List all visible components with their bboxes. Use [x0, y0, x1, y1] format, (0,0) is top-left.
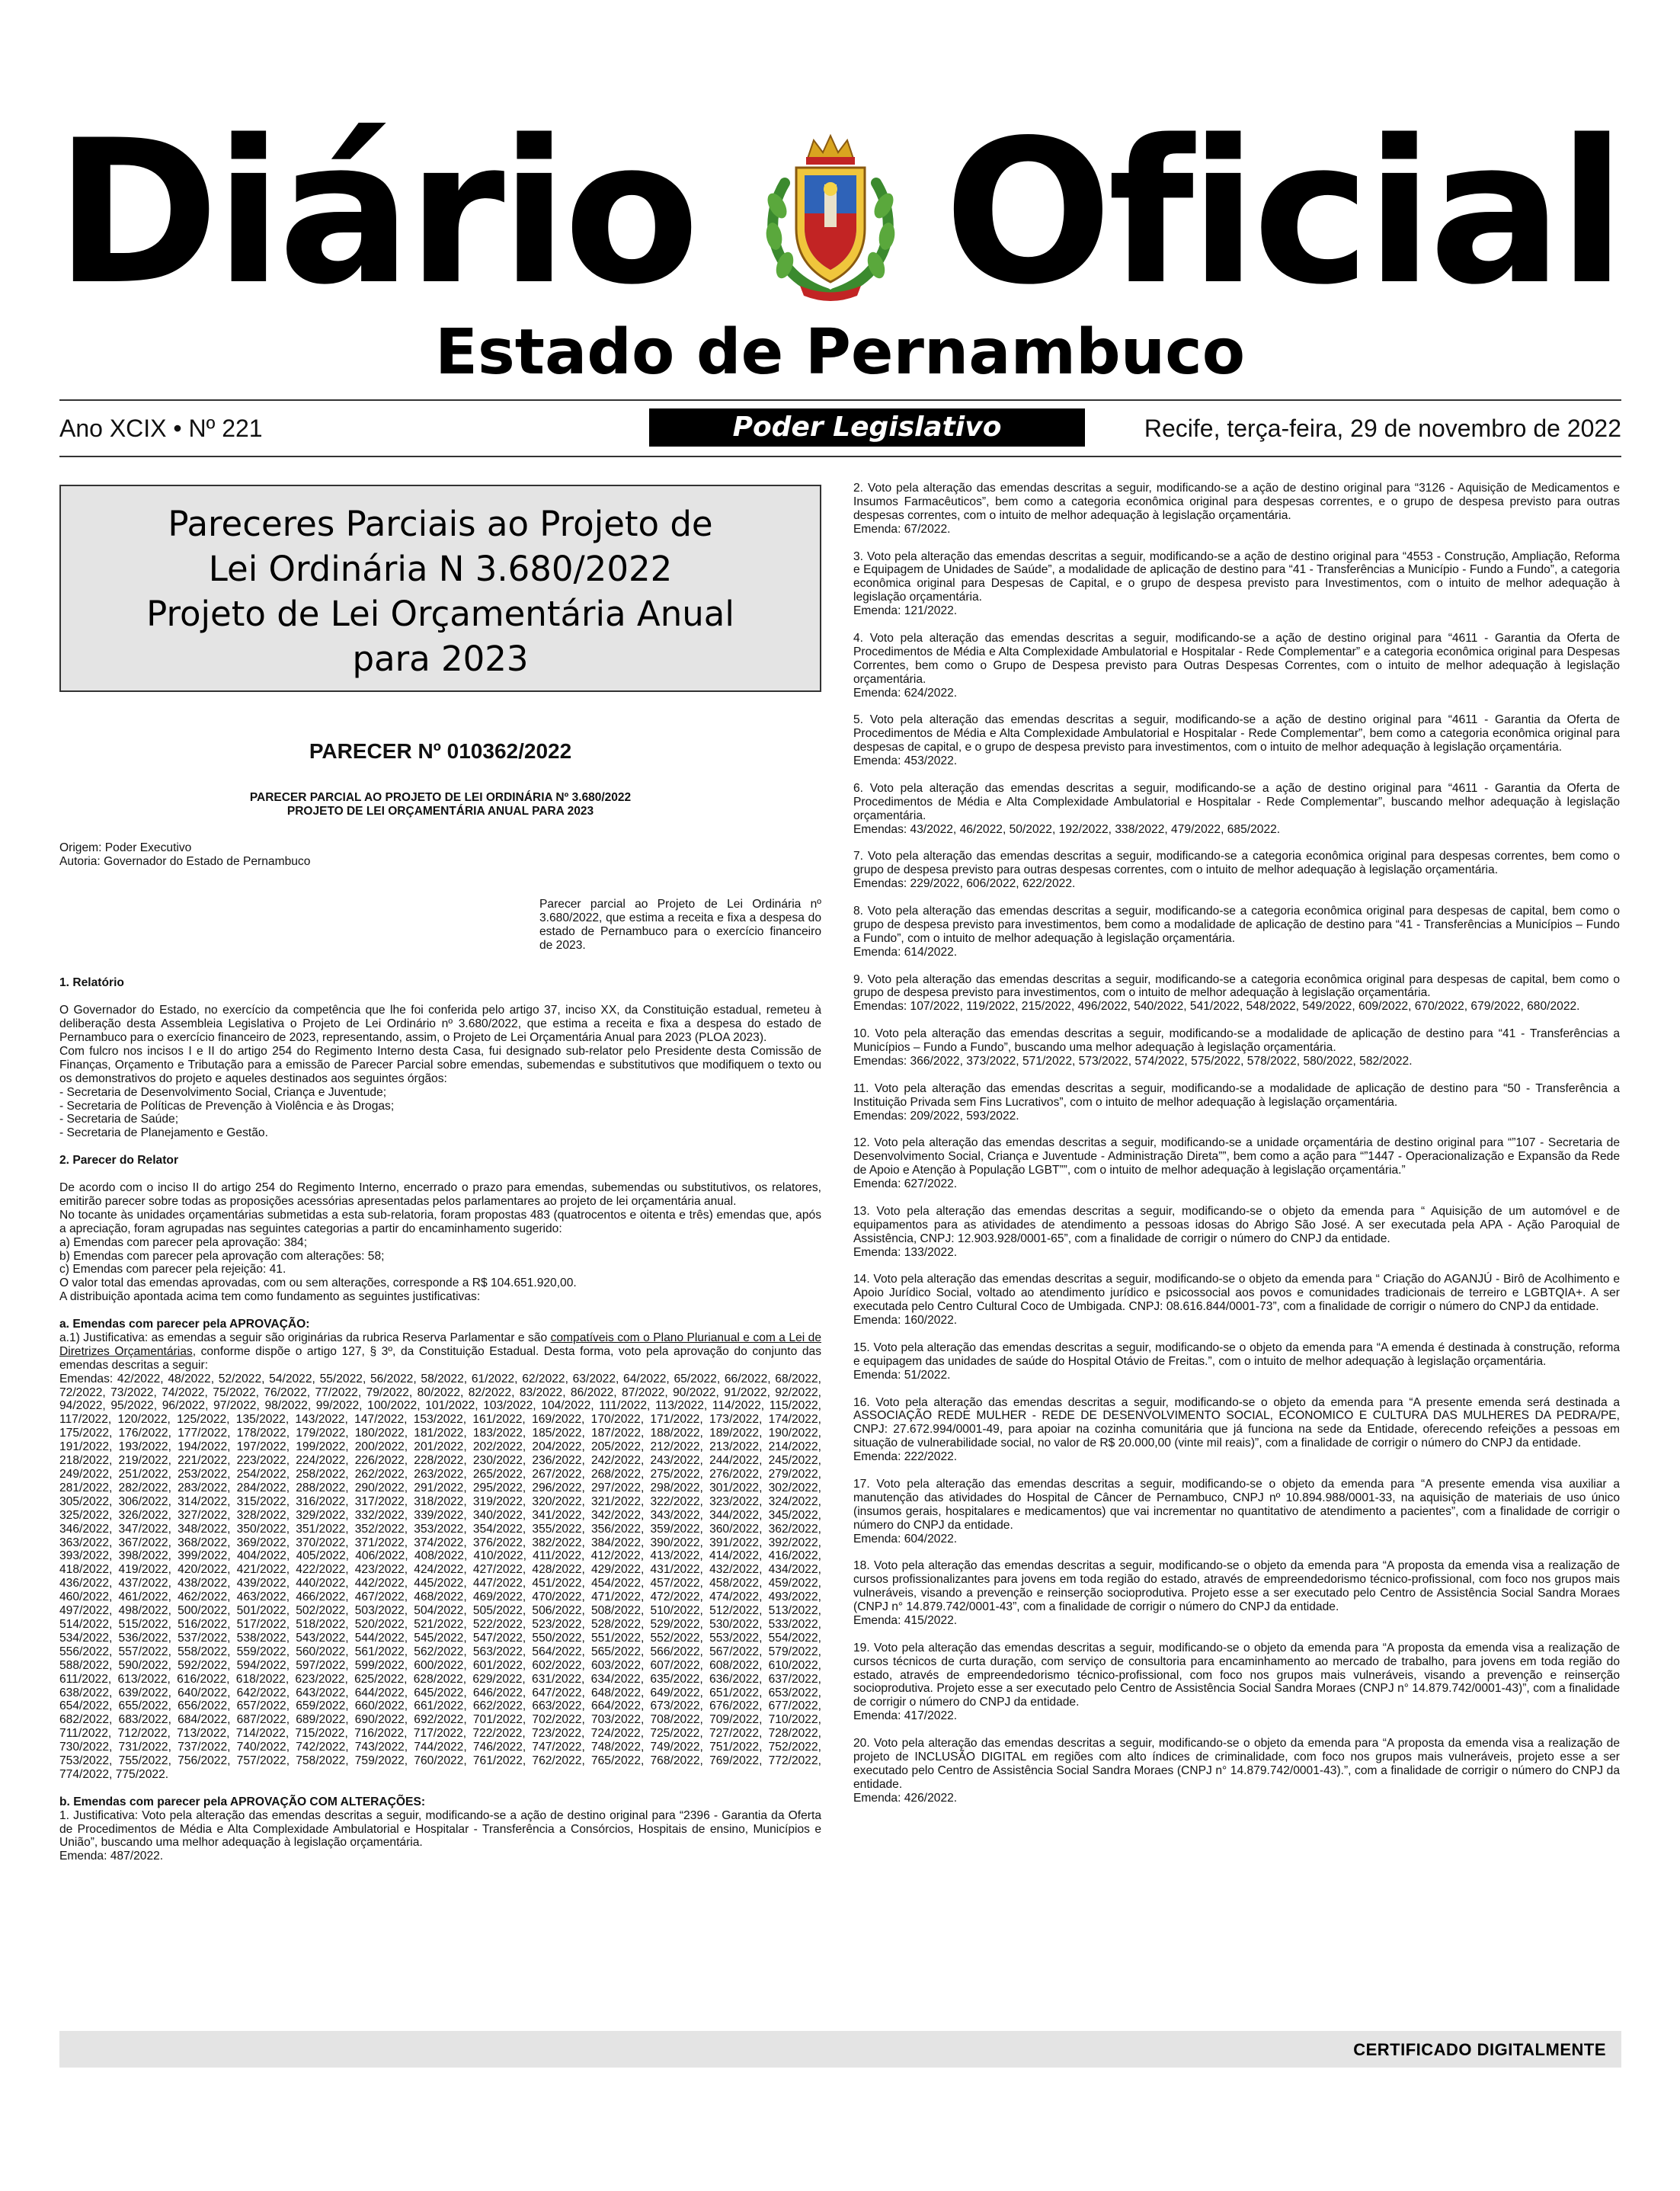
alteracao-voto-text: 9. Voto pela alteração das emendas descritas a seguir, modificando-se a categoria econômica original para despesas de capital, bem como o grupo de despesa previsto para investimentos, com o intuito de melhor adequação à legislação orçamentária.: [853, 972, 1620, 1000]
pernambuco-coat-of-arms-icon: [754, 130, 907, 305]
alteracao-emenda-ref: Emenda: 121/2022.: [853, 604, 958, 618]
title-line: para 2023: [352, 639, 529, 679]
alteracao-item: [853, 482, 1620, 537]
alteracao-item: [853, 1642, 1620, 1723]
alteracao-voto-text: 10. Voto pela alteração das emendas descritas a seguir, modificando-se a modalidade de aplicação de destino para “41 - Transferências a Municípios – Fundo a Fundo”, buscando uma melhor adequação à legislação orçamentária.: [853, 1027, 1620, 1055]
right-column: [853, 482, 1620, 1805]
title-line: Projeto de Lei Orçamentária Anual: [146, 594, 734, 634]
footer-bar: [59, 2031, 1621, 2068]
masthead-subtitle: Estado de Pernambuco: [434, 316, 1246, 389]
alteracao-emenda-ref: Emendas: 229/2022, 606/2022, 622/2022.: [853, 877, 1076, 891]
alteracao-voto-text: 18. Voto pela alteração das emendas descritas a seguir, modificando-se o objeto da emenda para “A proposta da emenda visa a realização de cursos profissionalizantes para jovens em toda região do estado, através de empreendedorismo técnico-profissional, com foco nos grupos mais vulneráveis, visando a prevenção e reinserção socioprodutiva. Projeto esse a ser executado pelo Centro de Assistência Social Sandra Moraes (CNPJ n° 14.879.742/0001-43”, com a finalidade de corrigir o número do CNPJ da entidade.: [853, 1559, 1620, 1614]
parecer-paragraph: O valor total das emendas aprovadas, com ou sem alterações, corresponde a R$ 104.651.920,00.: [59, 1276, 577, 1290]
parecer-relator-body: [59, 1181, 821, 1304]
parecer-subheading: [59, 791, 821, 818]
relatorio-list-item: - Secretaria de Planejamento e Gestão.: [59, 1126, 268, 1140]
left-column: [59, 485, 821, 1863]
parecer-list-item: b) Emendas com parecer pela aprovação com alterações: 58;: [59, 1249, 385, 1263]
document-title-box: [59, 485, 821, 692]
relatorio-paragraph: O Governador do Estado, no exercício da competência que lhe foi conferida pelo artigo 37, inciso XX, da Constituição estadual, remeteu à deliberação desta Assembleia Legislativa o Projeto de Lei Ordinário nº 3.680/2022, que estima a receita e fixa a despesa do estado de Pernambuco para o exercício financeiro de 2023, representando, assim, o Projeto de Lei Orçamentária Anual para 2023 (PLOA 2023).: [59, 1004, 821, 1045]
alteracao-item: [853, 1205, 1620, 1260]
section-heading-relatorio: 1. Relatório: [59, 976, 124, 990]
alteracao-emenda-ref: Emenda: 417/2022.: [853, 1709, 958, 1723]
alteracao-item: [853, 1136, 1620, 1191]
alteracao-item: [853, 1027, 1620, 1068]
alteracao-voto-text: 13. Voto pela alteração das emendas descritas a seguir, modificando-se o objeto da emenda para “ Aquisição de um automóvel e de equipamentos para as atividades de atendimento a pessoas idosas do Abrigo São José. A ser executada pela APA - Ação Paroquial de Assistência, CNPJ: 12.903.928/0001-65”, com a finalidade de corrigir o número do CNPJ da entidade.: [853, 1204, 1620, 1245]
alteracao-item-1: 1. Justificativa: Voto pela alteração das emendas descritas a seguir, modificando-se a ação de destino original para “2396 - Garantia da Oferta de Procedimentos de Média e Alta Complexidade Ambulatorial e Hospitalar - Transferência a Consórcios, Hospitais de ensino, Municípios e União”, buscando uma melhor adequação à legislação orçamentária.: [59, 1808, 821, 1850]
alteracao-item: [853, 632, 1620, 700]
alteracao-emenda-ref: Emendas: 366/2022, 373/2022, 571/2022, 573/2022, 574/2022, 575/2022, 578/2022, 580/2022, 582/2022.: [853, 1054, 1413, 1068]
parecer-paragraph: A distribuição apontada acima tem como fundamento as seguintes justificativas:: [59, 1290, 481, 1304]
alteracao-item: [853, 713, 1620, 768]
subheading-line: PROJETO DE LEI ORÇAMENTÁRIA ANUAL PARA 2023: [286, 805, 594, 818]
alteracao-emenda-ref: Emenda: 627/2022.: [853, 1177, 958, 1191]
justificativa-text: a.1) Justificativa: as emendas a seguir são originárias da rubrica Reserva Parlamentar e são: [59, 1331, 551, 1344]
origem-text: Origem: Poder Executivo: [59, 841, 192, 854]
aprovacao-emendas-list: Emendas: 42/2022, 48/2022, 52/2022, 54/2022, 55/2022, 56/2022, 58/2022, 61/2022, 62/2022, 63/2022, 64/2022, 65/2022, 66/2022, 68/2022, 72/2022, 73/2022, 74/2022, 75/2022, 76/2022, 77/2022, 79/2022, 80/2022, 82/2022, 83/2022, 86/2022, 87/2022, 90/2022, 91/2022, 92/2022, 94/2022, 95/2022, 96/2022, 97/2022, 98/2022, 99/2022, 100/2022, 101/2022, 103/2022, 104/2022, 111/2022, 113/2022, 114/2022, 115/2022, 117/2022, 120/2022, 125/2022, 135/2022, 143/2022, 147/2022, 153/2022, 161/2022, 169/2022, 170/2022, 171/2022, 173/2022, 174/2022, 175/2022, 176/2022, 177/2022, 178/2022, 179/2022, 180/2022, 181/2022, 183/2022, 185/2022, 187/2022, 188/2022, 189/2022, 190/2022, 191/2022, 193/2022, 194/2022, 197/2022, 199/2022, 200/2022, 201/2022, 202/2022, 204/2022, 205/2022, 212/2022, 213/2022, 214/2022, 218/2022, 219/2022, 221/2022, 223/2022, 224/2022, 226/2022, 228/2022, 230/2022, 236/2022, 242/2022, 243/2022, 244/2022, 245/2022, 249/2022, 251/2022, 253/2022, 254/2022, 258/2022, 262/2022, 263/2022, 265/2022, 267/2022, 268/2022, 275/2022, 276/2022, 279/2022, 281/2022, 282/2022, 283/2022, 284/2022, 288/2022, 290/2022, 291/2022, 295/2022, 296/2022, 297/2022, 298/2022, 301/2022, 302/2022, 305/2022, 306/2022, 314/2022, 315/2022, 316/2022, 317/2022, 318/2022, 319/2022, 320/2022, 321/2022, 322/2022, 323/2022, 324/2022, 325/2022, 326/2022, 327/2022, 328/2022, 329/2022, 332/2022, 339/2022, 340/2022, 341/2022, 342/2022, 343/2022, 344/2022, 345/2022, 346/2022, 347/2022, 348/2022, 350/2022, 351/2022, 352/2022, 353/2022, 354/2022, 355/2022, 356/2022, 359/2022, 360/2022, 362/2022, 363/2022, 367/2022, 368/2022, 369/2022, 370/2022, 371/2022, 374/2022, 376/2022, 382/2022, 384/2022, 390/2022, 391/2022, 392/2022, 393/2022, 398/2022, 399/2022, 404/2022, 405/2022, 406/2022, 408/2022, 410/2022, 411/2022, 412/2022, 413/2022, 414/2022, 416/2022, 418/2022, 419/2022, 420/2022, 421/2022, 422/2022, 423/2022, 424/2022, 427/2022, 428/2022, 429/2022, 431/2022, 432/2022, 434/2022, 436/2022, 437/2022, 438/2022, 439/2022, 440/2022, 442/2022, 445/2022, 447/2022, 451/2022, 454/2022, 457/2022, 458/2022, 459/2022, 460/2022, 461/2022, 462/2022, 463/2022, 466/2022, 467/2022, 468/2022, 469/2022, 470/2022, 471/2022, 472/2022, 474/2022, 493/2022, 497/2022, 498/2022, 500/2022, 501/2022, 502/2022, 503/2022, 504/2022, 505/2022, 506/2022, 508/2022, 510/2022, 512/2022, 513/2022, 514/2022, 515/2022, 516/2022, 517/2022, 518/2022, 520/2022, 521/2022, 522/2022, 523/2022, 528/2022, 529/2022, 530/2022, 533/2022, 534/2022, 536/2022, 537/2022, 538/2022, 543/2022, 544/2022, 545/2022, 547/2022, 550/2022, 551/2022, 552/2022, 553/2022, 554/2022, 556/2022, 557/2022, 558/2022, 559/2022, 560/2022, 561/2022, 562/2022, 563/2022, 564/2022, 565/2022, 566/2022, 567/2022, 579/2022, 588/2022, 590/2022, 592/2022, 594/2022, 597/2022, 599/2022, 600/2022, 601/2022, 602/2022, 603/2022, 607/2022, 608/2022, 610/2022, 611/2022, 613/2022, 616/2022, 618/2022, 623/2022, 625/2022, 628/2022, 629/2022, 631/2022, 634/2022, 635/2022, 636/2022, 637/2022, 638/2022, 639/2022, 640/2022, 642/2022, 643/2022, 644/2022, 645/2022, 646/2022, 647/2022, 648/2022, 649/2022, 651/2022, 653/2022, 654/2022, 655/2022, 656/2022, 657/2022, 659/2022, 660/2022, 661/2022, 662/2022, 663/2022, 664/2022, 673/2022, 676/2022, 677/2022, 682/2022, 683/2022, 684/2022, 687/2022, 689/2022, 690/2022, 692/2022, 701/2022, 702/2022, 703/2022, 708/2022, 709/2022, 710/2022, 711/2022, 712/2022, 713/2022, 714/2022, 715/2022, 716/2022, 717/2022, 722/2022, 723/2022, 724/2022, 725/2022, 727/2022, 728/2022, 730/2022, 731/2022, 737/2022, 740/2022, 742/2022, 743/2022, 744/2022, 746/2022, 747/2022, 748/2022, 749/2022, 751/2022, 752/2022, 753/2022, 755/2022, 756/2022, 757/2022, 758/2022, 759/2022, 760/2022, 761/2022, 762/2022, 765/2022, 768/2022, 769/2022, 772/2022, 774/2022, 775/2022.: [59, 1372, 821, 1781]
justificativa-text: , conforme dispõe o artigo 127, § 3º, da Constituição Estadual. Desta forma, voto pela aprovação do conjunto das emendas descritas a seguir:: [59, 1344, 822, 1372]
parecer-list-item: c) Emendas com parecer pela rejeição: 41.: [59, 1263, 286, 1276]
alteracao-emenda-ref: Emenda: 453/2022.: [853, 754, 958, 768]
alteracao-voto-text: 7. Voto pela alteração das emendas descritas a seguir, modificando-se a categoria econômica original para despesas correntes, bem como o grupo de despesa previsto para outras despesas correntes, com o intuito de melhor adequação à legislação orçamentária.: [853, 850, 1620, 877]
alteracao-voto-text: 8. Voto pela alteração das emendas descritas a seguir, modificando-se a categoria econômica original para despesas de capital, bem como o grupo de despesa previsto para investimentos, bem como a modalidade de aplicação de destino para “41 - Transferências a Municípios – Fundo a Fundo”, com o intuito de melhor adequação à legislação orçamentária.: [853, 905, 1620, 945]
alteracao-voto-text: 3. Voto pela alteração das emendas descritas a seguir, modificando-se a ação de destino original para “4553 - Construção, Ampliação, Reforma e Equipagem de Unidades de Saúde”, a modalidade de aplicação de destino para “41 - Transferências a Município - Fundo a Fundo”, a categoria econômica original para Despesas de Capital, e o grupo de despesa previsto para Investimentos, com o intuito de melhor adequação à legislação orçamentária.: [853, 549, 1620, 604]
header-rule-top: [59, 399, 1621, 401]
parecer-paragraph: No tocante às unidades orçamentárias submetidas a esta sub-relatoria, foram propostas 483 (quatrocentos e oitenta e três) emendas que, após a apreciação, foram agrupadas nas seguintes categorias a partir do encaminhamento sugerido:: [59, 1208, 821, 1235]
alteracao-emenda-ref: Emenda: 51/2022.: [853, 1368, 951, 1382]
autoria-text: Autoria: Governador do Estado de Pernambuco: [59, 854, 311, 868]
justificativa-underlined: compatíveis com o Plano Plurianual e com a Lei de Diretrizes Orçamentárias: [59, 1331, 822, 1358]
alteracao-item: [853, 1737, 1620, 1805]
alteracao-voto-text: 15. Voto pela alteração das emendas descritas a seguir, modificando-se o objeto da emenda para “A emenda é destinada à construção, reforma e equipagem das unidades de saúde do Hospital Otávio de Freitas.”, com o intuito de melhor adequação à legislação orçamentária.: [853, 1341, 1620, 1368]
parecer-number: PARECER Nº 010362/2022: [309, 739, 572, 763]
alteracao-item: [853, 850, 1620, 891]
alteracao-voto-text: 5. Voto pela alteração das emendas descritas a seguir, modificando-se a ação de destino original para “4611 - Garantia da Oferta de Procedimentos de Média e Alta Complexidade Ambulatorial e Hospitalar - Rede Complementar”, bem como a categoria econômica original para despesas de capital, e o grupo de despesa previsto para investimentos, com o intuito de melhor adequação à legislação orçamentária.: [853, 713, 1620, 754]
masthead-word-oficial: Oficial: [943, 98, 1621, 328]
alteracao-item: [853, 973, 1620, 1014]
alteracao-emenda-ref: Emenda: 604/2022.: [853, 1532, 958, 1546]
alteracao-voto-text: 17. Voto pela alteração das emendas descritas a seguir, modificando-se o objeto da emenda para “A presente emenda visa auxiliar a manutenção das atividades do Hospital de Câncer de Pernambuco, CNPJ nº 10.894.988/0001-33, na aquisição de materiais de uso único (insumos gerais, hospitalares e medicamentos) que vai incrementar no quantitativo de atendimento a pacientes”, com a finalidade de corrigir o número do CNPJ da entidade.: [853, 1477, 1620, 1532]
alteracao-item: [853, 1478, 1620, 1546]
relatorio-list-item: - Secretaria de Desenvolvimento Social, Criança e Juventude;: [59, 1085, 387, 1099]
alteracao-voto-text: 4. Voto pela alteração das emendas descritas a seguir, modificando-se a ação de destino original para “4611 - Garantia da Oferta de Procedimentos de Média e Alta Complexidade Ambulatorial e Hospitalar - Rede Complementar” e a categoria econômica original para Despesas Correntes, bem como o Grupo de Despesa previsto para Outras Despesas Correntes, com o intuito de melhor adequação à legislação orçamentária.: [853, 631, 1620, 686]
alteracao-item-1-emenda: Emenda: 487/2022.: [59, 1850, 164, 1863]
relatorio-paragraph: Com fulcro nos incisos I e II do artigo 254 do Regimento Interno desta Casa, fui designado sub-relator pelo Presidente desta Comissão de Finanças, Orçamento e Tributação para a emissão de Parecer Parcial sobre emendas, subemendas e substitutivos que modifiquem o texto ou os demonstrativos do projeto e aqueles destinados aos seguintes órgãos:: [59, 1044, 821, 1085]
section-label: Poder Legislativo: [649, 408, 1085, 447]
masthead: [55, 98, 1621, 335]
alteracao-emenda-ref: Emendas: 107/2022, 119/2022, 215/2022, 496/2022, 540/2022, 541/2022, 548/2022, 549/2022, 609/2022, 670/2022, 679/2022, 680/2022.: [853, 1000, 1580, 1014]
ementa-text: Parecer parcial ao Projeto de Lei Ordinária nº 3.680/2022, que estima a receita e fixa a despesa do estado de Pernambuco para o exercício financeiro de 2023.: [539, 897, 821, 952]
alteracao-emenda-ref: Emenda: 614/2022.: [853, 945, 958, 959]
alteracao-voto-text: 12. Voto pela alteração das emendas descritas a seguir, modificando-se a unidade orçamentária de destino original para “”107 - Secretaria de Desenvolvimento Social, Criança e Juventude - Administração Direta””, bem como a ação para “”1447 - Operacionalização e Expansão da Rede de Apoio e Atenção à População LGBT””, com o intuito de melhor adequação à legislação orçamentária.”: [853, 1136, 1620, 1177]
alteracao-emenda-ref: Emenda: 133/2022.: [853, 1245, 958, 1259]
alteracao-voto-text: 2. Voto pela alteração das emendas descritas a seguir, modificando-se a ação de destino original para “3126 - Aquisição de Medicamentos e Insumos Farmacêuticos”, bem como a categoria econômica original para despesas correntes, e o grupo de despesa previsto para outras despesas correntes, com o intuito de melhor adequação à legislação orçamentária.: [853, 482, 1620, 522]
alteracao-item: [853, 1396, 1620, 1465]
subheading-line: PARECER PARCIAL AO PROJETO DE LEI ORDINÁRIA Nº 3.680/2022: [249, 791, 632, 804]
alteracao-voto-text: 20. Voto pela alteração das emendas descritas a seguir, modificando-se o objeto da emenda para “A proposta da emenda visa a realização de projeto de INCLUSÃO DIGITAL em regiões com alto índices de criminalidade, com foco nos grupos mais vulneráveis, projeto esse a ser executado pelo Centro de Assistência Social Sandra Moraes (CNPJ n° 14.879.742/0001-43).”, com a finalidade de corrigir o número do CNPJ da entidade.: [853, 1737, 1620, 1791]
parecer-paragraph: De acordo com o inciso II do artigo 254 do Regimento Interno, encerrado o prazo para emendas, subemendas ou substitutivos, os relatores, emitirão parecer sobre todas as proposições acessórias apresentadas pelos parlamentares ao projeto de lei orçamentária anual.: [59, 1180, 821, 1208]
header-rule-bottom: [59, 456, 1621, 457]
alteracao-item: [853, 1273, 1620, 1328]
aprovacao-justificativa: [59, 1331, 821, 1373]
relatorio-body: [59, 1004, 821, 1140]
origin-block: [59, 841, 821, 869]
alteracao-emenda-ref: Emenda: 415/2022.: [853, 1613, 958, 1627]
alteracao-emenda-ref: Emenda: 67/2022.: [853, 522, 951, 536]
edition-number: Ano XCIX • Nº 221: [59, 415, 263, 442]
masthead-word-diario: Diário: [55, 98, 696, 328]
alteracao-emenda-ref: Emenda: 624/2022.: [853, 686, 958, 700]
relatorio-list-item: - Secretaria de Políticas de Prevenção à Violência e às Drogas;: [59, 1099, 395, 1113]
alteracao-item: [853, 905, 1620, 959]
alteracao-voto-text: 14. Voto pela alteração das emendas descritas a seguir, modificando-se o objeto da emenda para “ Criação do AGANJÚ - Birô de Acolhimento e Apoio Jurídico Social, voltado ao atendimento jurídico e psicossocial aos povos e comunidades tradicionais de terreiro e LGBTQIA+. A ser executada pelo Centro Cultural Coco de Umbigada. CNPJ: 08.616.844/0001-73”, com a finalidade de corrigir o número do CNPJ da entidade.: [853, 1273, 1620, 1314]
alteracao-voto-text: 11. Voto pela alteração das emendas descritas a seguir, modificando-se a modalidade de aplicação de destino para “50 - Transferência a Instituição Privada sem Fins Lucrativos”, com o intuito de melhor adequação à legislação orçamentária.: [853, 1081, 1620, 1109]
section-heading-aprovacao: a. Emendas com parecer pela APROVAÇÃO:: [59, 1318, 310, 1331]
alteracao-item: [853, 1559, 1620, 1628]
section-heading-parecer-relator: 2. Parecer do Relator: [59, 1154, 179, 1168]
alteracao-item: [853, 1082, 1620, 1123]
title-line: Lei Ordinária N 3.680/2022: [208, 549, 673, 589]
section-heading-alteracoes: b. Emendas com parecer pela APROVAÇÃO COM ALTERAÇÕES:: [59, 1795, 426, 1808]
dateline: Recife, terça-feira, 29 de novembro de 2022: [1144, 415, 1621, 442]
alteracao-emenda-ref: Emendas: 209/2022, 593/2022.: [853, 1109, 1019, 1123]
parecer-list-item: a) Emendas com parecer pela aprovação: 384;: [59, 1235, 308, 1249]
alteracao-item: [853, 550, 1620, 619]
digital-certificate-label: CERTIFICADO DIGITALMENTE: [1353, 2040, 1606, 2059]
alteracao-voto-text: 16. Voto pela alteração das emendas descritas a seguir, modificando-se o objeto da emenda para “A presente emenda será destinada a ASSOCIAÇÃO REDE MULHER - REDE DE DESENVOLVIMENTO SOCIAL, ECONOMICO E CULTURA DAS MULHERES DA PEDRA/PE, CNPJ: 27.672.994/0001-49, para apoiar na cozinha comunitária que já funciona na sede da Entidade, oferecendo refeições a pessoas em situação de vulnerabilidade social, no valor de R$ 20.000,00 (vinte mil reais)”, com a finalidade de corrigir o número do CNPJ da entidade.: [853, 1395, 1620, 1450]
alteracao-emenda-ref: Emenda: 222/2022.: [853, 1450, 958, 1464]
alteracao-emenda-ref: Emenda: 160/2022.: [853, 1314, 958, 1328]
header-info-bar: [59, 408, 1621, 448]
relatorio-list-item: - Secretaria de Saúde;: [59, 1113, 179, 1126]
alteracao-voto-text: 19. Voto pela alteração das emendas descritas a seguir, modificando-se o objeto da emenda para “A proposta da emenda visa a realização de cursos técnicos de curta duração, com serviço de consultoria para encaminhamento ao mercado de trabalho, para jovens em toda região do estado, através de empreendedorismo técnico-profissional, com foco nos grupos mais vulneráveis, visando a prevenção e reinserção socioprodutiva. Projeto esse a ser executado pelo Centro de Assistência Social Sandra Moraes (CNPJ n° 14.879.742/0001-43)”, com a finalidade de corrigir o número do CNPJ da entidade.: [853, 1641, 1620, 1709]
title-line: Pareceres Parciais ao Projeto de: [168, 504, 713, 544]
alteracao-item: [853, 1341, 1620, 1382]
alteracao-emenda-ref: Emenda: 426/2022.: [853, 1791, 958, 1805]
alteracao-item: [853, 782, 1620, 837]
alteracao-voto-text: 6. Voto pela alteração das emendas descritas a seguir, modificando-se a ação de destino original para “4611 - Garantia da Oferta de Procedimentos de Média e Alta Complexidade Ambulatorial e Hospitalar - Rede Complementar”, buscando melhor adequação à legislação orçamentária.: [853, 781, 1620, 822]
alteracao-emenda-ref: Emendas: 43/2022, 46/2022, 50/2022, 192/2022, 338/2022, 479/2022, 685/2022.: [853, 822, 1281, 836]
